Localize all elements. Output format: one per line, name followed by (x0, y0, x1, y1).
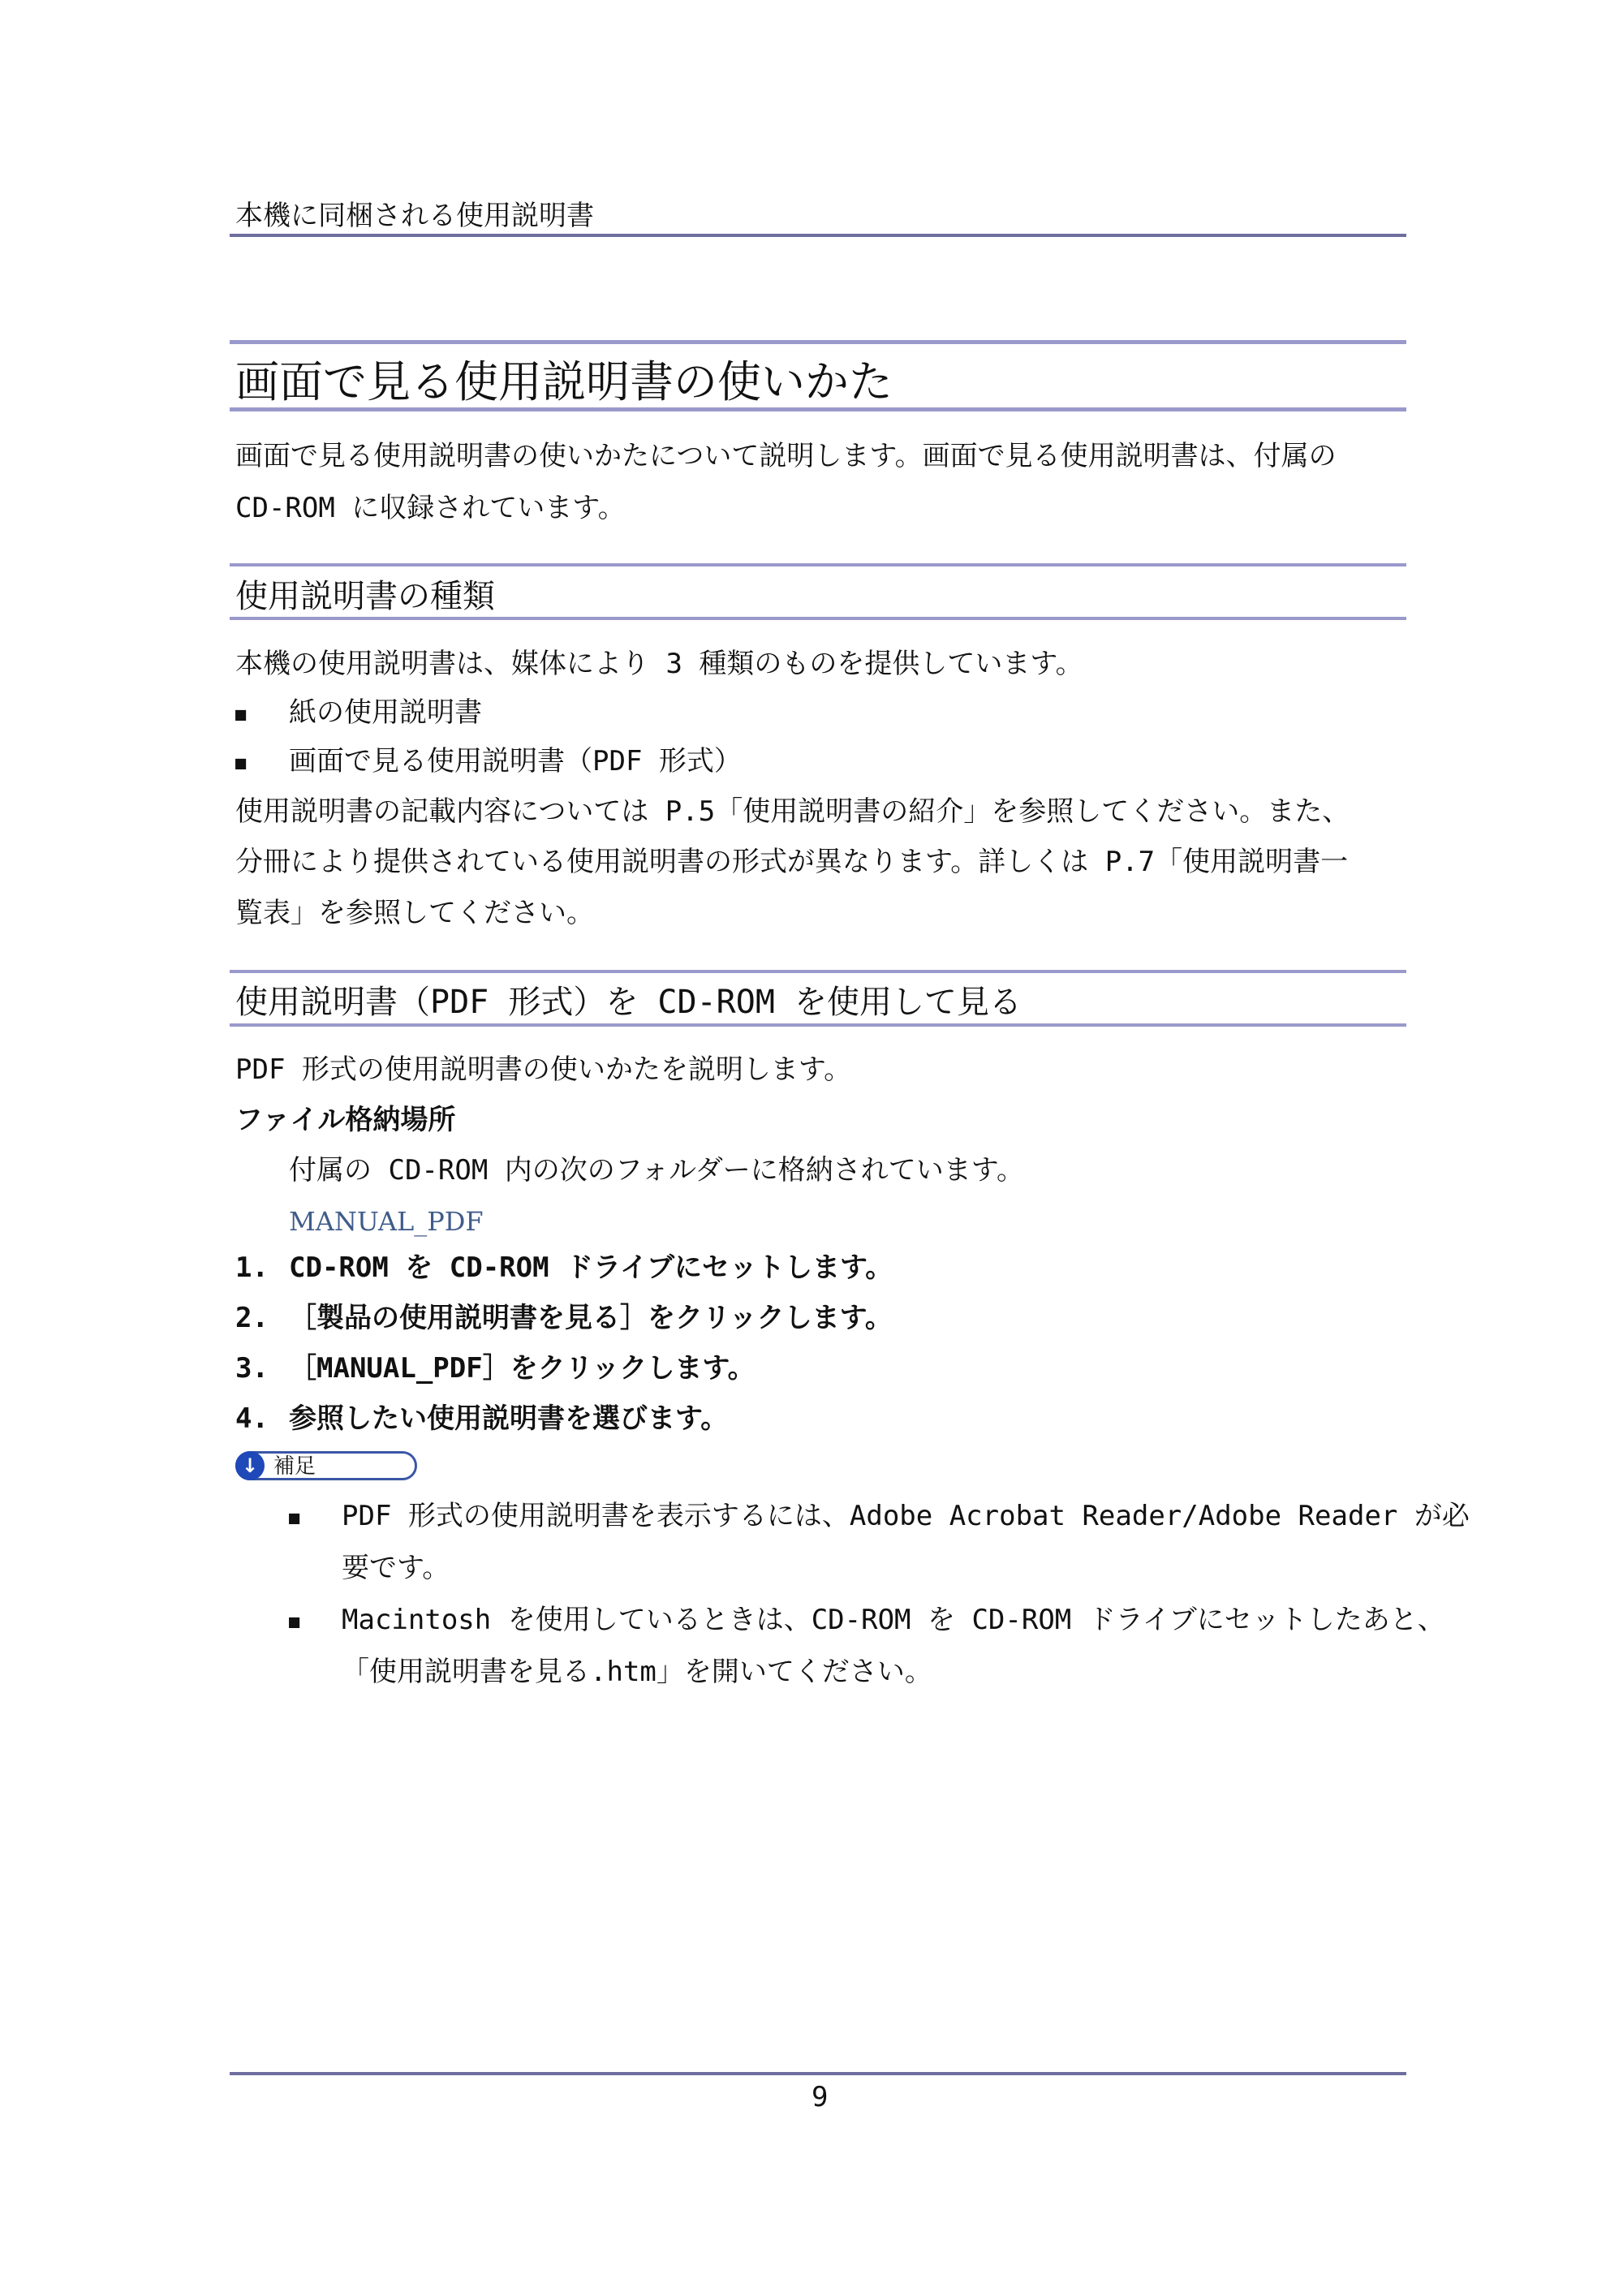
section2-rule-top (230, 970, 1406, 973)
step-text: 参照したい使用説明書を選びます。 (289, 1402, 729, 1435)
list-item: 画面で見る使用説明書（PDF 形式） (289, 745, 742, 778)
step-number: 4. (235, 1402, 269, 1435)
title-rule-top (230, 340, 1406, 344)
footer-rule (230, 2072, 1406, 2075)
section1-para-line-3: 覧表」を参照してください。 (235, 897, 594, 929)
step-text: CD-ROM を CD-ROM ドライブにセットします。 (289, 1251, 893, 1284)
header-rule (230, 234, 1406, 237)
intro-line-1: 画面で見る使用説明書の使いかたについて説明します。画面で見る使用説明書は、付属の (235, 440, 1337, 472)
page-number: 9 (812, 2081, 829, 2113)
step-text: ［MANUAL_PDF］をクリックします。 (289, 1352, 756, 1385)
section1-para-line-1: 使用説明書の記載内容については P.5「使用説明書の紹介」を参照してください。また、 (235, 795, 1350, 828)
section2-rule-bottom (230, 1023, 1406, 1027)
section1-rule-top (230, 563, 1406, 566)
section1-heading: 使用説明書の種類 (235, 578, 495, 615)
file-location-text: 付属の CD-ROM 内の次のフォルダーに格納されています。 (289, 1154, 1024, 1187)
down-arrow-icon: ↓ (235, 1451, 265, 1480)
bullet-icon: ■ (289, 1612, 300, 1632)
running-header: 本機に同梱される使用説明書 (235, 200, 594, 232)
section1-lead: 本機の使用説明書は、媒体により 3 種類のものを提供しています。 (235, 648, 1083, 680)
note-item-line: Macintosh を使用しているときは、CD-ROM を CD-ROM ドライブにセットしたあと、 (342, 1604, 1445, 1636)
section1-para-line-2: 分冊により提供されている使用説明書の形式が異なります。詳しくは P.7「使用説明書一 (235, 846, 1349, 878)
title-rule-bottom (230, 407, 1406, 411)
step-number: 3. (235, 1352, 269, 1385)
section2-heading: 使用説明書（PDF 形式）を CD-ROM を使用して見る (235, 984, 1022, 1021)
list-item: 紙の使用説明書 (289, 696, 482, 729)
note-item-line: 「使用説明書を見る.htm」を開いてください。 (342, 1656, 932, 1688)
note-item-line: PDF 形式の使用説明書を表示するには、Adobe Acrobat Reader/Adobe Reader が必 (342, 1500, 1470, 1532)
note-badge (235, 1451, 417, 1480)
page-title: 画面で見る使用説明書の使いかた (235, 356, 893, 407)
step-number: 1. (235, 1251, 269, 1284)
file-location-heading: ファイル格納場所 (235, 1104, 456, 1136)
intro-line-2: CD-ROM に収録されています。 (235, 492, 626, 524)
section2-lead: PDF 形式の使用説明書の使いかたを説明します。 (235, 1053, 852, 1086)
section1-rule-bottom (230, 617, 1406, 620)
note-item-line: 要です。 (342, 1552, 450, 1584)
note-label: 補足 (273, 1454, 316, 1479)
bullet-icon: ■ (289, 1508, 300, 1528)
step-number: 2. (235, 1302, 269, 1334)
bullet-icon: ■ (235, 753, 247, 773)
folder-path: MANUAL_PDF (289, 1206, 484, 1237)
step-text: ［製品の使用説明書を見る］をクリックします。 (289, 1302, 893, 1334)
bullet-icon: ■ (235, 704, 247, 725)
